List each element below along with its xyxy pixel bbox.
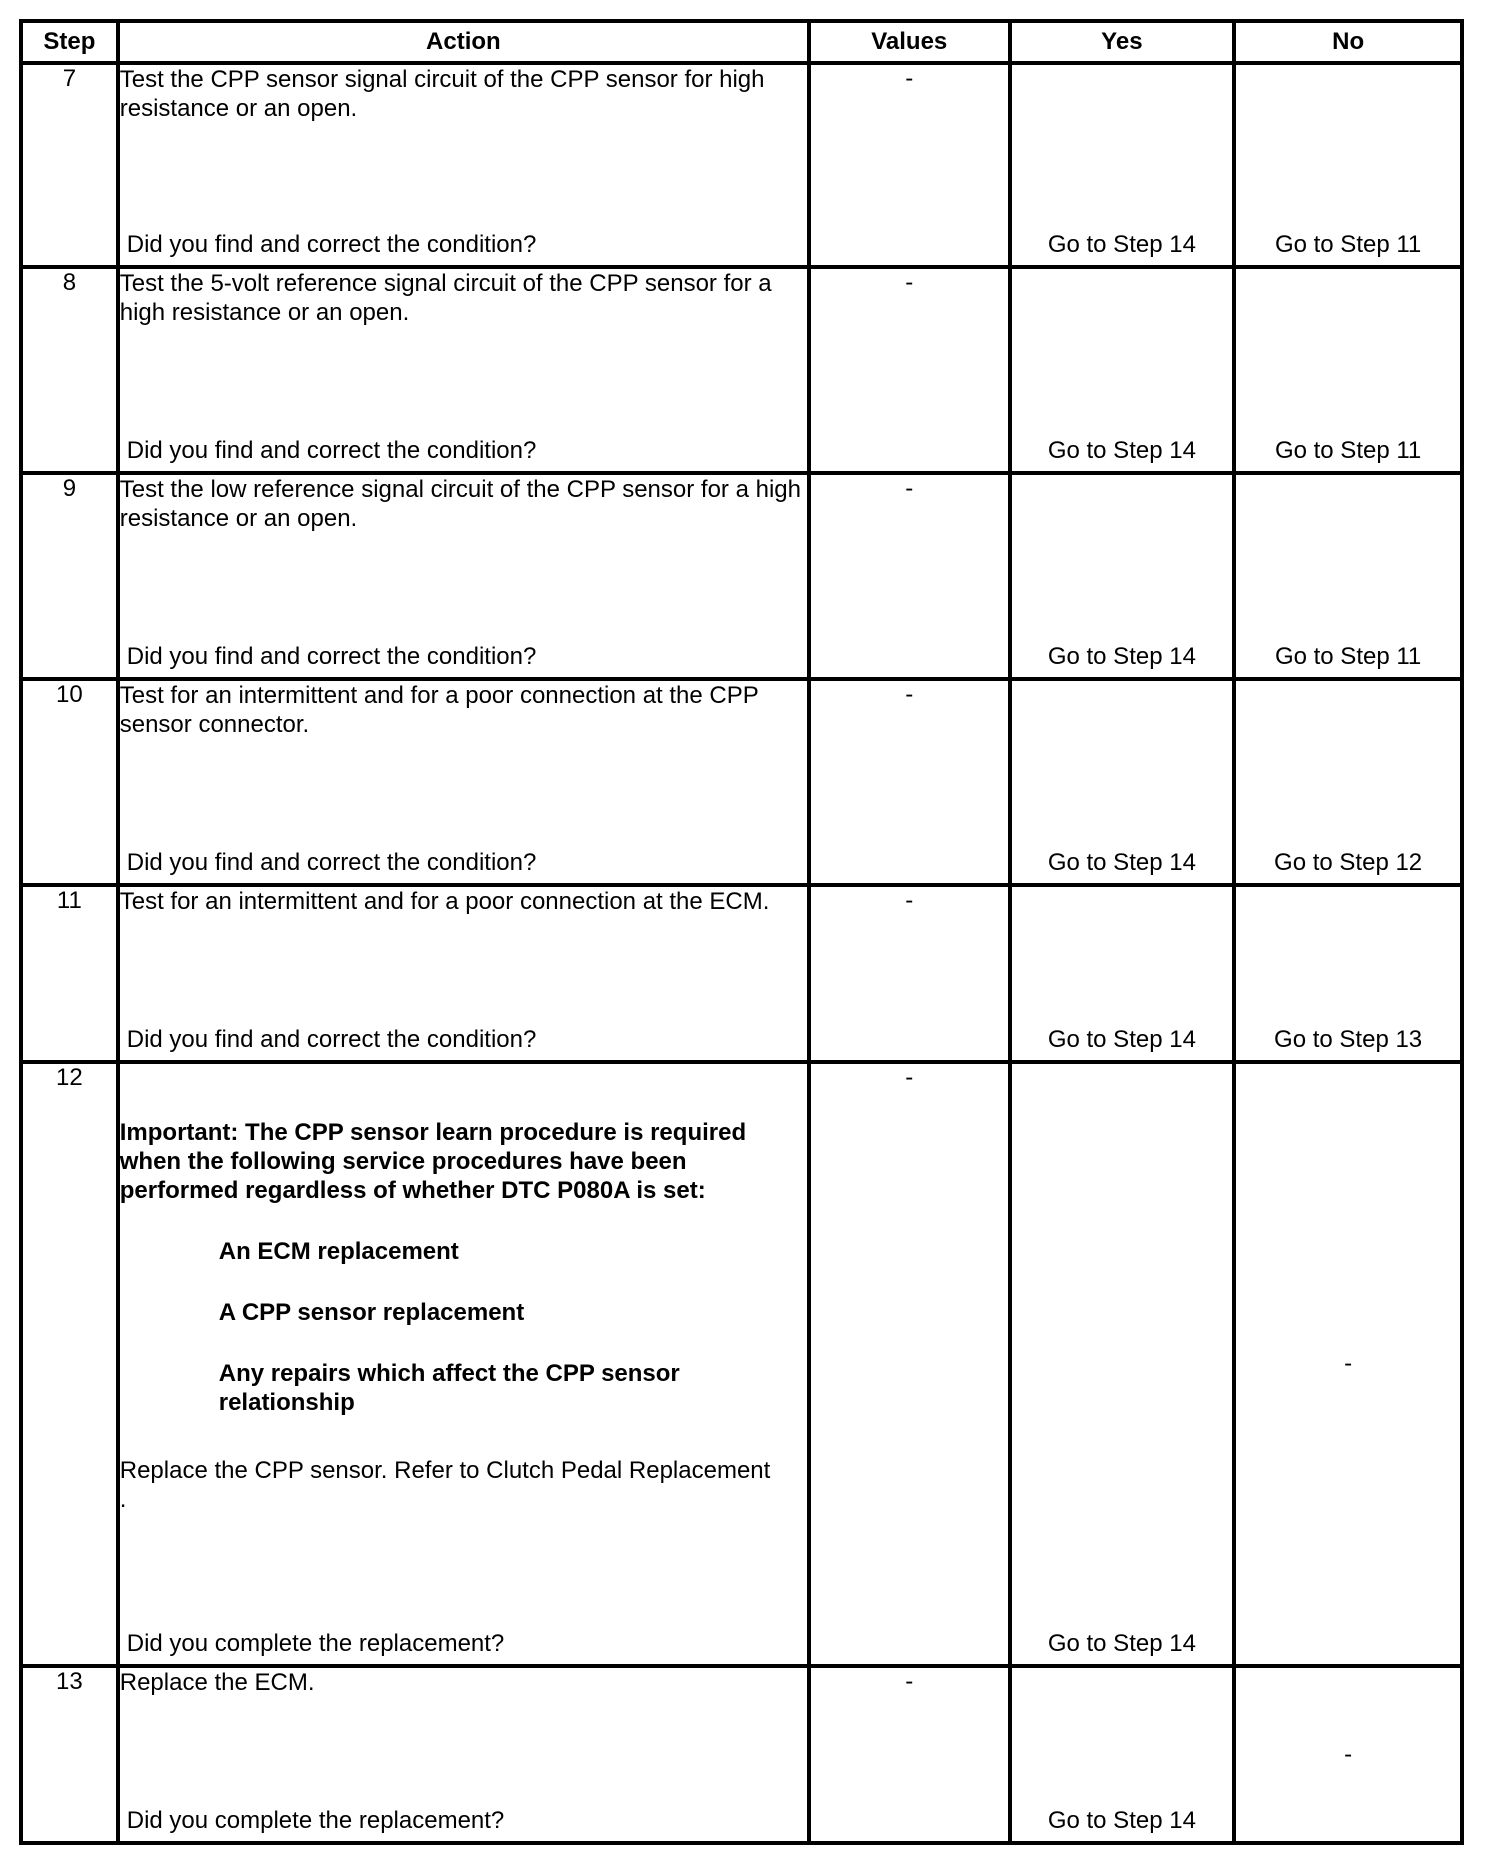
- step-number: 11: [21, 885, 118, 1062]
- no-link: Go to Step 12: [1274, 849, 1423, 876]
- yes-link: Go to Step 14: [1047, 1026, 1196, 1053]
- action-question: Did you find and correct the condition?: [126, 1026, 537, 1053]
- action-cell: [118, 885, 809, 1062]
- action-cell: [118, 473, 809, 679]
- action-text: Test the 5-volt reference signal circuit of the CPP sensor for a high resistance or an open.: [119, 270, 772, 326]
- no-link: Go to Step 11: [1274, 231, 1422, 258]
- value-cell: -: [809, 1666, 1010, 1843]
- action-question: Did you find and correct the condition?: [126, 643, 537, 670]
- value-cell: -: [809, 63, 1010, 267]
- table-row-step-13: [21, 1666, 1462, 1843]
- no-value: -: [1344, 1740, 1353, 1768]
- step-number: 7: [21, 63, 118, 267]
- no-cell: [1234, 679, 1462, 885]
- action-text: Replace the CPP sensor. Refer to Clutch Pedal Replacement: [119, 1457, 771, 1484]
- list-item: Any repairs which affect the CPP sensor relationship: [218, 1360, 680, 1416]
- step-number: 8: [21, 267, 118, 473]
- yes-cell: [1010, 885, 1235, 1062]
- yes-cell: [1010, 473, 1235, 679]
- header-action: Action: [118, 21, 809, 63]
- no-cell: [1234, 885, 1462, 1062]
- yes-link: Go to Step 14: [1047, 231, 1196, 258]
- yes-link: Go to Step 14: [1047, 643, 1196, 670]
- action-question: Did you find and correct the condition?: [126, 437, 537, 464]
- yes-cell: [1010, 679, 1235, 885]
- action-question: Did you complete the replacement?: [126, 1630, 505, 1657]
- table-row-step-8: [21, 267, 1462, 473]
- no-cell: [1234, 267, 1462, 473]
- table-row-step-10: [21, 679, 1462, 885]
- no-cell: [1234, 63, 1462, 267]
- header-no: No: [1234, 21, 1462, 63]
- value-cell: -: [809, 679, 1010, 885]
- action-text-tail: .: [119, 1486, 127, 1513]
- header-values: Values: [809, 21, 1010, 63]
- action-cell: [118, 1062, 809, 1666]
- no-link: Go to Step 13: [1274, 1026, 1423, 1053]
- header-step: Step: [21, 21, 118, 63]
- value-cell: -: [809, 885, 1010, 1062]
- action-text: Test for an intermittent and for a poor connection at the CPP sensor connector.: [119, 682, 759, 738]
- no-link: Go to Step 11: [1274, 643, 1422, 670]
- list-item: A CPP sensor replacement: [218, 1299, 525, 1326]
- yes-cell: [1010, 267, 1235, 473]
- list-item: An ECM replacement: [218, 1238, 459, 1265]
- action-question: Did you find and correct the condition?: [126, 231, 537, 258]
- action-text: Replace the ECM.: [119, 1669, 315, 1696]
- action-cell: [118, 679, 809, 885]
- no-link: Go to Step 11: [1274, 437, 1422, 464]
- table-row-step-12: [21, 1062, 1462, 1666]
- no-value: -: [1344, 1350, 1353, 1377]
- step-number: 10: [21, 679, 118, 885]
- action-cell: [118, 267, 809, 473]
- action-text: Test for an intermittent and for a poor connection at the ECM.: [119, 888, 770, 915]
- value-cell: -: [809, 267, 1010, 473]
- yes-link: Go to Step 14: [1047, 1807, 1196, 1834]
- step-number: 9: [21, 473, 118, 679]
- no-cell: [1234, 1062, 1462, 1666]
- no-cell: [1234, 473, 1462, 679]
- action-question: Did you find and correct the condition?: [126, 849, 537, 876]
- value-cell: -: [809, 473, 1010, 679]
- action-text: Test the low reference signal circuit of the CPP sensor for a high resistance or an open.: [119, 476, 801, 532]
- step-number: 13: [21, 1666, 118, 1843]
- table-row-step-9: [21, 473, 1462, 679]
- value-cell: -: [809, 1062, 1010, 1666]
- step-number: 12: [21, 1062, 118, 1666]
- table-row-step-7: [21, 63, 1462, 267]
- action-question: Did you complete the replacement?: [126, 1807, 505, 1834]
- header-row: [21, 21, 1462, 63]
- diagnostic-table: [19, 19, 1464, 1845]
- header-yes: Yes: [1010, 21, 1235, 63]
- table-row-step-11: [21, 885, 1462, 1062]
- important-note: Important: The CPP sensor learn procedure is required when the following service procedures have been performed regardless of whether DTC P080A is set:: [119, 1119, 747, 1204]
- action-cell: [118, 63, 809, 267]
- action-text: Test the CPP sensor signal circuit of the CPP sensor for high resistance or an open.: [119, 66, 765, 122]
- yes-link: Go to Step 14: [1047, 849, 1196, 876]
- yes-cell: [1010, 1666, 1235, 1843]
- no-cell: [1234, 1666, 1462, 1843]
- action-cell: [118, 1666, 809, 1843]
- yes-link: Go to Step 14: [1047, 437, 1196, 464]
- yes-cell: [1010, 63, 1235, 267]
- yes-link: Go to Step 14: [1047, 1630, 1196, 1657]
- yes-cell: [1010, 1062, 1235, 1666]
